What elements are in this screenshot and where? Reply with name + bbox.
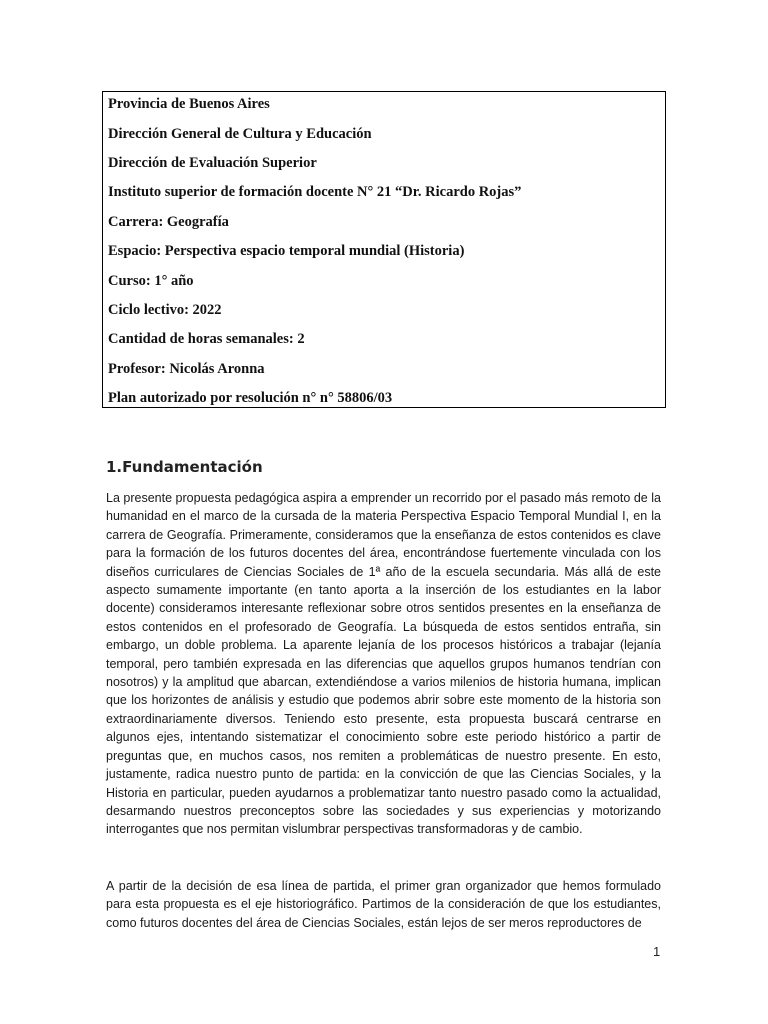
body-paragraph: A partir de la decisión de esa línea de partida, el primer gran organizador que hemos formulado para esta propuesta es el eje historiográfico. Partimos de la consideración de que los estudiantes, como futuros docentes del área de Ciencias Sociales, están lejos de ser meros reproductores de [106, 879, 661, 930]
header-province: Provincia de Buenos Aires [108, 96, 270, 112]
header-school-year: Ciclo lectivo: 2022 [108, 302, 222, 318]
header-institute: Instituto superior de formación docente N° 21 “Dr. Ricardo Rojas” [108, 184, 522, 200]
institution-header-box [102, 91, 666, 408]
body-paragraph: La presente propuesta pedagógica aspira a emprender un recorrido por el pasado más remoto de la humanidad en el marco de la cursada de la materia Perspectiva Espacio Temporal Mundial I, en la carrera de Geografía. Primeramente, consideramos que la enseñanza de estos contenidos es clave para la formación de los futuros docentes del área, encontrándose fuertemente vinculada con los diseños curriculares de Ciencias Sociales de 1ª año de la escuela secundaria. Más allá de este aspecto sumamente importante (en tanto aporta a la inserción de los estudiantes en la labor docente) consideramos interesante reflexionar sobre otros sentidos presentes en la enseñanza de estos contenidos en el profesorado de Geografía. La búsqueda de estos sentidos entraña, sin embargo, un doble problema. La aparente lejanía de los procesos históricos a trabajar (lejanía temporal, pero también expresada en las diferencias que aquellos grupos humanos tendrían con nosotros) y la amplitud que abarcan, extendiéndose a varios milenios de historia humana, implican que los horizontes de análisis y estudio que podemos abrir sobre este momento de la historia son extraordinariamente diversos. Teniendo esto presente, esta propuesta buscará centrarse en algunos ejes, intentando sistematizar el conocimiento sobre este periodo histórico a partir de preguntas que, en muchos casos, nos remiten a problemáticas de nuestro presente. En esto, justamente, radica nuestro punto de partida: en la convicción de que las Ciencias Sociales, y la Historia en particular, pueden ayudarnos a problematizar tanto nuestro pasado como la actualidad, desarmando nuestros preconceptos sobre las sociedades y sus experiencias y motorizando interrogantes que nos permitan vislumbrar perspectivas transformadoras y de cambio. [106, 491, 661, 837]
header-course: Curso: 1° año [108, 273, 194, 289]
header-space: Espacio: Perspectiva espacio temporal mundial (Historia) [108, 243, 465, 259]
header-professor: Profesor: Nicolás Aronna [108, 361, 265, 377]
header-career: Carrera: Geografía [108, 214, 229, 230]
header-direction-culture: Dirección General de Cultura y Educación [108, 126, 372, 142]
header-plan-resolution: Plan autorizado por resolución n° n° 58806/03 [108, 390, 393, 406]
header-direction-evaluation: Dirección de Evaluación Superior [108, 155, 317, 171]
header-weekly-hours: Cantidad de horas semanales: 2 [108, 331, 305, 347]
page-number: 1 [653, 944, 661, 959]
section-title: 1.Fundamentación [106, 458, 263, 476]
